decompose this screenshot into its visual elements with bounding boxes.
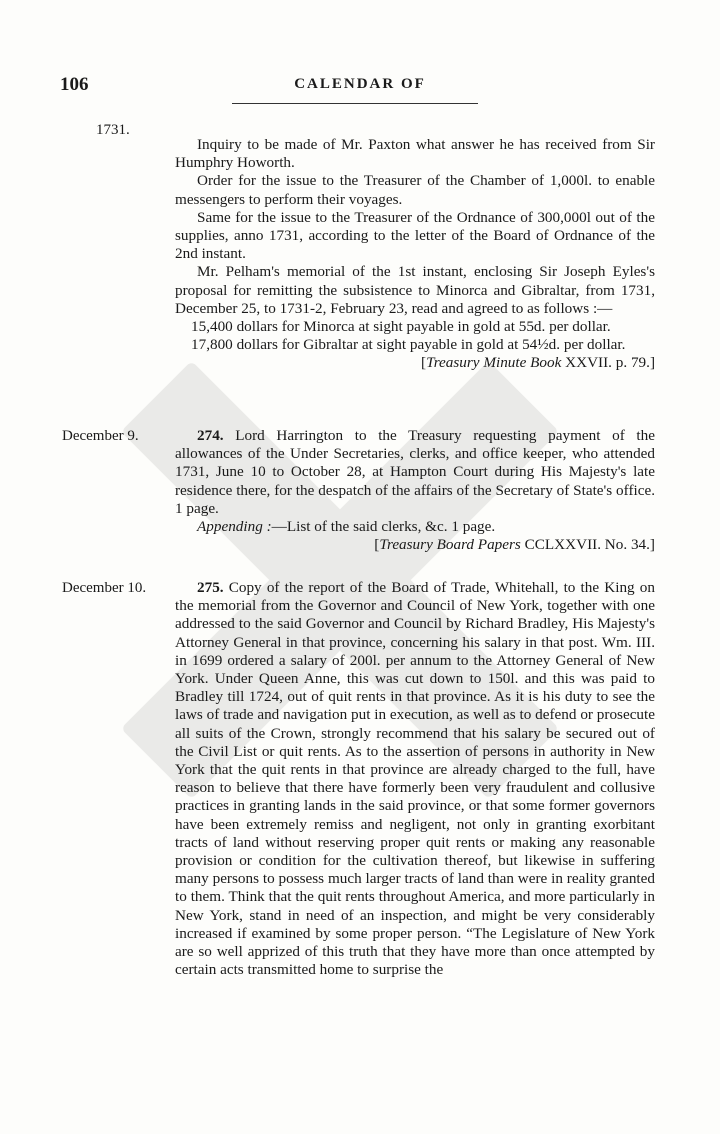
entry-text: 275. Copy of the report of the Board of Trade, Whitehall, to the King on the memorial from the Governor and Council of New York, together with one addressed to the said Governor and Council by Richard Bradley, His Majesty's Attorney General in that province, concerning his salary in that post. Wm. III. in 1699 ordered a salary of 200l. per annum to the Attorney General of New York. Under Queen Anne, this was cut down to 150l. and this was paid to Bradley till 1724, out of quit rents in that province. As it is his duty to see the laws of trade and navigation put in execution, as well as to defend or prosecute all suits of the Crown, strongly recommend that his salary be secured out of the Civil List or quit rents. As to the assertion of persons in authority in New York that the quit rents in that province are already charged to the full, have reason to believe that there have formerly been very fraudulent and collusive practices in granting lands in the said province, or that some former governors have been extremely remiss and negligent, not only in granting exorbitant tracts of land without reserving proper quit rents or making any reasonable provision or condition for the cultivation thereof, but likewise in suffering many persons to possess much larger tracts of land than were in reality granted to them. Think that the quit rents throughout America, and more particularly in New York, stand in need of an inspection, and might be very considerably increased if examined by some proper person. “The Legislature of New York are so well apprized of this truth that they have more than once attempted by certain acts transmitted home to surprise the (175, 579, 655, 979)
list-item: 15,400 dollars for Minorca at sight payable in gold at 55d. per dollar. (191, 318, 611, 336)
entry-text: 274. Lord Harrington to the Treasury requesting payment of the allowances of the Under Secretaries, clerks, and office keeper, who attended 1731, June 10 to October 28, at Hampton Court during His Majesty's late residence there, for the despatch of the affairs of the Secretary of State's office. 1 page. (175, 427, 655, 517)
page-header (60, 74, 660, 102)
citation: [Treasury Minute Book XXVII. p. 79.] (421, 354, 655, 372)
running-title: CALENDAR OF (294, 76, 426, 92)
entry-number: 274. (197, 427, 224, 444)
entry-275 (175, 579, 655, 979)
paragraph: Same for the issue to the Treasurer of the Ordnance of 300,000l out of the supplies, anno 1731, according to the letter of the Board of Ordnance of the 2nd instant. (175, 208, 655, 263)
paragraph: Inquiry to be made of Mr. Paxton what answer he has received from Sir Humphry Howorth. (175, 136, 655, 172)
entry-date: December 10. (62, 580, 147, 596)
entry-274 (175, 427, 655, 554)
list-item: 17,800 dollars for Gibraltar at sight payable in gold at 54½d. per dollar. (191, 336, 626, 354)
entry-date: December 9. (62, 428, 139, 444)
citation: [Treasury Board Papers CCLXXVII. No. 34.] (374, 536, 655, 554)
minute-block (175, 136, 655, 373)
entry-number: 275. (197, 579, 224, 596)
paragraph: Order for the issue to the Treasurer of the Chamber of 1,000l. to enable messengers to perform their voyages. (175, 172, 655, 208)
margin-year: 1731. (96, 122, 130, 138)
header-rule (232, 103, 478, 104)
page-number: 106 (60, 74, 89, 95)
appending-line: Appending :—List of the said clerks, &c. 1 page. (197, 518, 496, 536)
paragraph: Mr. Pelham's memorial of the 1st instant, enclosing Sir Joseph Eyles's proposal for remitting the subsistence to Minorca and Gibraltar, from 1731, December 25, to 1731-2, February 23, read and agreed to as follows :— (175, 263, 655, 317)
